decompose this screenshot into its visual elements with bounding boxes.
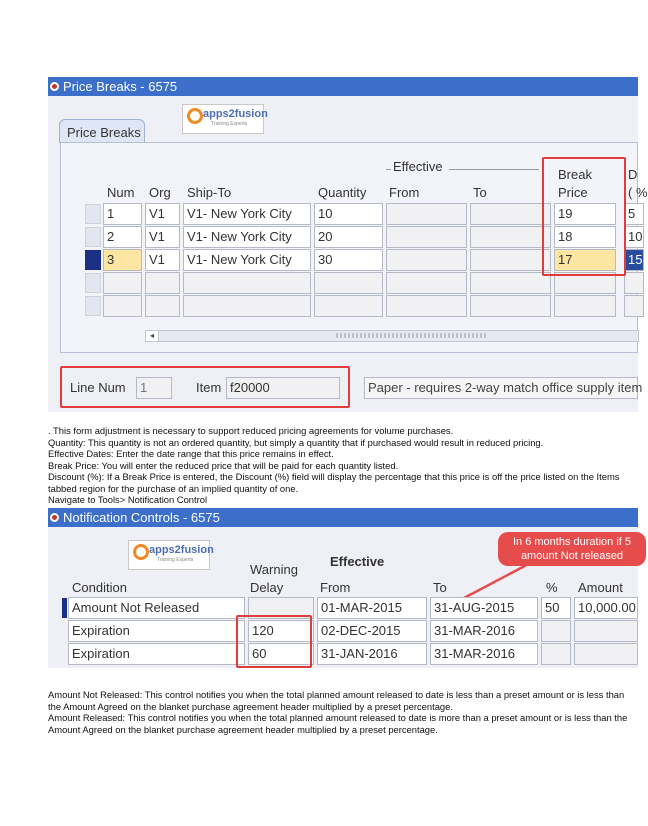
quantity-field[interactable] xyxy=(314,295,383,317)
paragraph: Discount (%): If a Break Price is entered, the Discount (%) field will display the percentage that this price is off the price listed on the Items tabbed region for the purchase of an implied quantity of one. xyxy=(48,471,620,494)
quantity-field[interactable]: 30 xyxy=(314,249,383,271)
discount-field[interactable]: 15 xyxy=(624,249,644,271)
break-price-highlight-box xyxy=(542,157,626,276)
col-header-from: From xyxy=(320,580,351,595)
percent-field[interactable] xyxy=(541,643,571,665)
break-price-field[interactable]: 18 xyxy=(554,226,616,248)
notification-controls-window xyxy=(48,508,638,668)
item-field[interactable]: f20000 xyxy=(226,377,340,399)
explanation-text-1 xyxy=(48,425,633,506)
from-date-field[interactable] xyxy=(386,226,467,248)
paragraph: Amount Released: This control notifies you when the total planned amount released to date is more than a preset amount or is less than the Amount Agreed on the blanket purchase agreement header multiplied by a preset percentage. xyxy=(48,712,628,735)
to-date-field[interactable] xyxy=(470,295,551,317)
paragraph: Break Price: You will enter the reduced price that will be paid for each quantity listed. xyxy=(48,459,399,471)
effective-group-line xyxy=(386,169,391,170)
break-price-field[interactable]: 17 xyxy=(554,249,616,271)
condition-field[interactable]: Expiration xyxy=(68,620,245,642)
org-field[interactable]: V1 xyxy=(145,226,180,248)
warning-delay-field[interactable]: 60 xyxy=(248,643,314,665)
tab-price-breaks[interactable]: Price Breaks xyxy=(59,119,145,143)
row-selector-current[interactable] xyxy=(62,598,67,618)
col-header-delay: Delay xyxy=(250,580,284,595)
window-title-bar[interactable] xyxy=(48,508,638,527)
to-date-field[interactable]: 31-MAR-2016 xyxy=(430,620,538,642)
org-field[interactable] xyxy=(145,295,180,317)
shipto-field[interactable]: V1- New York City xyxy=(183,203,311,225)
from-date-field[interactable]: 01-MAR-2015 xyxy=(317,597,427,619)
paragraph: Navigate to Tools> Notification Control xyxy=(48,494,208,505)
price-breaks-window xyxy=(48,77,648,412)
num-field[interactable]: 2 xyxy=(103,226,142,248)
effective-group-label: Effective xyxy=(393,159,443,174)
scrollbar-thumb[interactable] xyxy=(336,333,486,338)
col-header-quantity: Quantity xyxy=(318,185,367,200)
scroll-left-arrow-icon[interactable]: ◂ xyxy=(146,331,159,341)
to-date-field[interactable] xyxy=(470,272,551,294)
oracle-window-icon xyxy=(50,513,59,522)
percent-field[interactable]: 50 xyxy=(541,597,571,619)
explanation-text-2 xyxy=(48,689,633,735)
callout-bubble: In 6 months duration if 5 amount Not released xyxy=(498,532,646,566)
to-date-field[interactable]: 31-MAR-2016 xyxy=(430,643,538,665)
col-header-to: To xyxy=(473,185,487,200)
paragraph: Amount Not Released: This control notifies you when the total planned amount released to date is less than a preset amount or is less than the Amount Agreed on the blanket purchase agreement header multiplied by a preset percentage. xyxy=(48,689,625,712)
apps2fusion-logo xyxy=(128,540,214,570)
shipto-field[interactable]: V1- New York City xyxy=(183,226,311,248)
from-date-field[interactable] xyxy=(386,272,467,294)
window-title: Notification Controls - 6575 xyxy=(63,510,220,525)
org-field[interactable]: V1 xyxy=(145,249,180,271)
from-date-field[interactable] xyxy=(386,295,467,317)
discount-field[interactable] xyxy=(624,295,644,317)
item-description-field[interactable]: Paper - requires 2-way match office supply item xyxy=(364,377,638,399)
row-selector-5[interactable] xyxy=(85,296,101,316)
col-header-num: Num xyxy=(107,185,135,200)
horizontal-scrollbar[interactable] xyxy=(145,330,639,342)
percent-field[interactable] xyxy=(541,620,571,642)
price-breaks-panel xyxy=(60,142,648,353)
discount-field[interactable] xyxy=(624,272,644,294)
window-title: Price Breaks - 6575 xyxy=(63,79,178,94)
quantity-field[interactable]: 10 xyxy=(314,203,383,225)
apps2fusion-logo xyxy=(182,104,268,134)
row-selector-4[interactable] xyxy=(85,273,101,293)
from-date-field[interactable]: 02-DEC-2015 xyxy=(317,620,427,642)
col-header-discount-pct: ( % xyxy=(628,185,648,200)
from-date-field[interactable] xyxy=(386,249,467,271)
condition-field[interactable]: Expiration xyxy=(68,643,245,665)
shipto-field[interactable] xyxy=(183,295,311,317)
to-date-field[interactable] xyxy=(470,203,551,225)
break-price-field[interactable] xyxy=(554,295,616,317)
break-price-field[interactable]: 19 xyxy=(554,203,616,225)
row-selector-1[interactable] xyxy=(85,204,101,224)
line-num-field[interactable]: 1 xyxy=(136,377,172,399)
quantity-field[interactable] xyxy=(314,272,383,294)
col-header-discount: D xyxy=(628,167,638,182)
line-item-strip xyxy=(60,368,643,406)
shipto-field[interactable] xyxy=(183,272,311,294)
col-header-to: To xyxy=(433,580,447,595)
shipto-field[interactable]: V1- New York City xyxy=(183,249,311,271)
effective-group-line-right xyxy=(449,169,539,170)
col-header-price: Price xyxy=(558,185,588,200)
col-header-org: Org xyxy=(149,185,171,200)
logo-text: apps2fusion xyxy=(203,108,268,120)
to-date-field[interactable] xyxy=(470,249,551,271)
col-header-break: Break xyxy=(558,167,592,182)
line-item-highlight-box xyxy=(60,366,350,408)
col-header-amount: Amount xyxy=(578,580,623,595)
num-field[interactable]: 3 xyxy=(103,249,142,271)
col-header-percent: % xyxy=(546,580,558,595)
to-date-field[interactable]: 31-AUG-2015 xyxy=(430,597,538,619)
condition-field[interactable]: Amount Not Released xyxy=(68,597,245,619)
window-title-bar[interactable] xyxy=(48,77,638,96)
paragraph: . This form adjustment is necessary to support reduced pricing agreements for volume purchases. xyxy=(48,425,454,436)
row-selector-2[interactable] xyxy=(85,227,101,247)
discount-field[interactable]: 5 xyxy=(624,203,644,225)
logo-text: apps2fusion xyxy=(149,544,214,556)
warning-delay-highlight-box xyxy=(236,615,312,668)
amount-field[interactable]: 10,000.00 xyxy=(574,597,638,619)
org-field[interactable] xyxy=(145,272,180,294)
col-header-condition: Condition xyxy=(72,580,127,595)
logo-subtext: Training Experts xyxy=(157,557,194,563)
warning-delay-field[interactable]: 120 xyxy=(248,620,314,642)
callout-pointer xyxy=(458,558,538,602)
num-field[interactable] xyxy=(103,272,142,294)
discount-field[interactable]: 10 xyxy=(624,226,644,248)
from-date-field[interactable]: 31-JAN-2016 xyxy=(317,643,427,665)
paragraph: Quantity: This quantity is not an ordered quantity, but simply a quantity that if purchased would result in reduced pricing. xyxy=(48,436,544,448)
row-selector-3-current[interactable] xyxy=(85,250,101,270)
col-header-warning: Warning xyxy=(250,562,298,577)
logo-subtext: Training Experts xyxy=(211,121,248,127)
num-field[interactable]: 1 xyxy=(103,203,142,225)
effective-group-label: Effective xyxy=(330,554,385,569)
to-date-field[interactable] xyxy=(470,226,551,248)
quantity-field[interactable]: 20 xyxy=(314,226,383,248)
amount-field[interactable] xyxy=(574,620,638,642)
line-num-label: Line Num xyxy=(70,380,126,395)
col-header-shipto: Ship-To xyxy=(187,185,232,200)
from-date-field[interactable] xyxy=(386,203,467,225)
paragraph: Effective Dates: Enter the date range that this price remains in effect. xyxy=(48,448,334,459)
oracle-window-icon xyxy=(50,82,59,91)
amount-field[interactable] xyxy=(574,643,638,665)
num-field[interactable] xyxy=(103,295,142,317)
item-label: Item xyxy=(196,380,222,395)
org-field[interactable]: V1 xyxy=(145,203,180,225)
col-header-from: From xyxy=(389,185,420,200)
